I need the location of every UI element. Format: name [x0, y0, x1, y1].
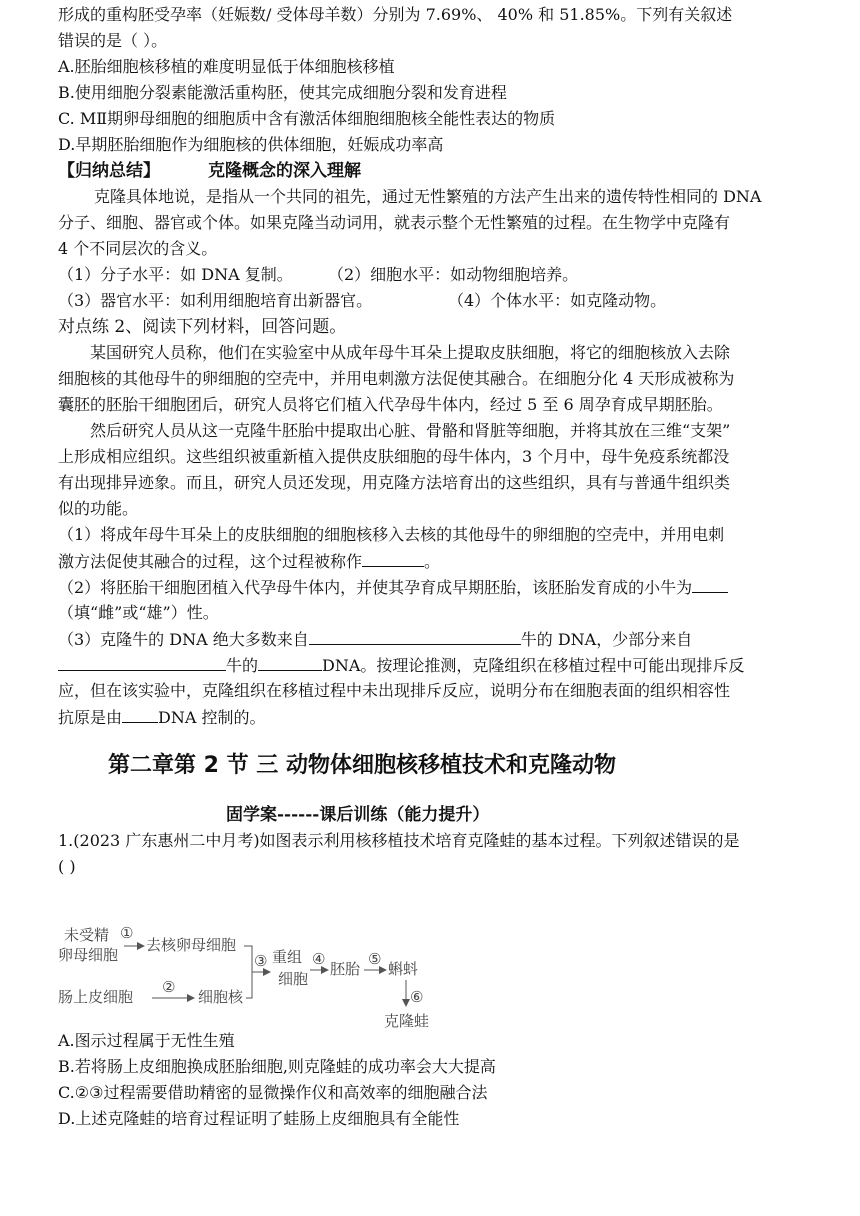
- question-text: 牛的: [226, 656, 259, 675]
- cloning-flow-diagram: [58, 922, 478, 1032]
- option-a: A.胚胎细胞核移植的难度明显低于体细胞核移植: [58, 57, 395, 76]
- material-line: 囊胚的胚胎干细胞团后，研究人员将它们植入代孕母牛体内，经过 5 至 6 周孕育成早期胚胎。: [58, 395, 723, 414]
- question-text: 牛的 DNA，少部分来自: [520, 630, 693, 649]
- diagram-label-enucleated-oocyte: 去核卵母细胞: [146, 936, 237, 954]
- summary-item-molecular: （1）分子水平：如 DNA 复制。: [58, 265, 293, 284]
- question-1-line: （1）将成年母牛耳朵上的皮肤细胞的细胞核移入去核的其他母牛的卵细胞的空壳中，并用电刺: [58, 525, 725, 544]
- question-text: （3）克隆牛的 DNA 绝大多数来自: [58, 630, 309, 649]
- question-text: 抗原是由: [58, 708, 123, 727]
- answer-blank[interactable]: [58, 654, 226, 671]
- practice-title: 对点练 2、阅读下列材料，回答问题。: [58, 317, 347, 337]
- summary-paragraph-line: 克隆具体地说，是指从一个共同的祖先，通过无性繁殖的方法产生出来的遗传特性相同的 DNA: [94, 187, 762, 206]
- question-3-line: [58, 654, 744, 677]
- option-c: C.②③过程需要借助精密的显微操作仪和高效率的细胞融合法: [58, 1083, 488, 1102]
- summary-heading: [58, 160, 361, 182]
- question-3-line: 应，但在该实验中，克隆组织在移植过程中未出现排斥反应，说明分布在细胞表面的组织相容性: [58, 681, 731, 700]
- summary-item-individual: （4）个体水平：如克隆动物。: [448, 291, 667, 310]
- material-line: 细胞核的其他母牛的卵细胞的空壳中，并用电刺激方法促使其融合。在细胞分化 4 天形成被称为: [58, 369, 735, 388]
- summary-paragraph-line: 4 个不同层次的含义。: [58, 239, 218, 258]
- summary-paragraph-line: 分子、细胞、器官或个体。如果克隆当动词用，就表示整个无性繁殖的过程。在生物学中克隆有: [58, 213, 731, 232]
- material-line: 上形成相应组织。这些组织被重新植入提供皮肤细胞的母牛体内，3 个月中，母牛免疫系统都没: [58, 447, 730, 466]
- diagram-label-nucleus: 细胞核: [198, 988, 244, 1006]
- option-d: D.早期胚胎细胞作为细胞核的供体细胞，妊娠成功率高: [58, 135, 444, 154]
- question-text: DNA 控制的。: [158, 708, 266, 727]
- summary-item-cellular: （2）细胞水平：如动物细胞培养。: [328, 265, 579, 284]
- diagram-step-4: ④: [312, 950, 326, 968]
- summary-heading-title: 克隆概念的深入理解: [208, 161, 361, 181]
- question-stem-line: 形成的重构胚受孕率（妊娠数/ 受体母羊数）分别为 7.69%、 40% 和 51.85%。下列有关叙述: [58, 5, 733, 24]
- diagram-step-6: ⑥: [410, 988, 424, 1006]
- question-stem-line: ( ): [58, 857, 76, 876]
- option-b: B.若将肠上皮细胞换成胚胎细胞,则克隆蛙的成功率会大大提高: [58, 1057, 496, 1076]
- material-line: 似的功能。: [58, 499, 139, 518]
- question-1-line: [58, 550, 440, 573]
- diagram-label-oocyte: 卵母细胞: [58, 946, 119, 964]
- answer-blank[interactable]: [362, 550, 424, 567]
- diagram-label-clone-frog: 克隆蛙: [384, 1012, 430, 1030]
- question-2-line: （填“雌”或“雄”）性。: [58, 603, 219, 622]
- diagram-label-unfertilized: 未受精: [64, 926, 110, 944]
- material-line: 有出现排异迹象。而且，研究人员还发现，用克隆方法培育出的这些组织，具有与普通牛组织类: [58, 473, 731, 492]
- material-line: 然后研究人员从这一克隆牛胚胎中提取出心脏、骨骼和肾脏等细胞，并将其放在三维“支架”: [90, 421, 731, 440]
- summary-item-organ: （3）器官水平：如利用细胞培育出新器官。: [58, 291, 373, 310]
- material-line: 某国研究人员称，他们在实验室中从成年母牛耳朵上提取皮肤细胞，将它的细胞核放入去除: [90, 343, 731, 362]
- summary-heading-label: 【归纳总结】: [58, 161, 160, 181]
- question-2-line: [58, 576, 728, 599]
- diagram-label-recombinant-2: 细胞: [278, 970, 309, 988]
- diagram-label-recombinant-1: 重组: [272, 948, 303, 966]
- option-c: C. MⅡ期卵母细胞的细胞质中含有激活体细胞细胞核全能性表达的物质: [58, 109, 556, 128]
- answer-blank[interactable]: [122, 706, 158, 723]
- answer-blank[interactable]: [258, 654, 322, 671]
- question-3-line: [58, 628, 692, 651]
- question-text: 。: [424, 552, 441, 571]
- diagram-step-1: ①: [120, 924, 134, 942]
- question-text: 激方法促使其融合的过程，这个过程被称作: [58, 552, 363, 571]
- diagram-label-intestine-cell: 肠上皮细胞: [58, 988, 134, 1006]
- diagram-label-embryo: 胚胎: [330, 960, 361, 978]
- diagram-step-3: ③: [254, 952, 268, 970]
- option-a: A.图示过程属于无性生殖: [58, 1031, 235, 1050]
- answer-blank[interactable]: [692, 576, 728, 593]
- section-title: 第二章第 2 节 三 动物体细胞核移植技术和克隆动物: [108, 753, 616, 778]
- option-b: B.使用细胞分裂素能激活重构胚，使其完成细胞分裂和发育进程: [58, 83, 507, 102]
- question-stem-line: 1.(2023 广东惠州二中月考)如图表示利用核移植技术培育克隆蛙的基本过程。下列叙述错误的是: [58, 831, 740, 850]
- diagram-bracket: [244, 946, 252, 998]
- question-stem-line: 错误的是（ ）。: [58, 31, 168, 50]
- option-d: D.上述克隆蛙的培育过程证明了蛙肠上皮细胞具有全能性: [58, 1109, 460, 1128]
- question-3-line: [58, 706, 266, 729]
- diagram-label-tadpole: 蝌蚪: [388, 960, 419, 978]
- question-text: DNA。按理论推测，克隆组织在移植过程中可能出现排斥反: [322, 656, 745, 675]
- answer-blank[interactable]: [309, 628, 521, 645]
- section-subtitle: 固学案------课后训练（能力提升）: [226, 805, 490, 825]
- question-text: （2）将胚胎干细胞团植入代孕母牛体内，并使其孕育成早期胚胎，该胚胎发育成的小牛为: [58, 578, 693, 597]
- diagram-step-2: ②: [162, 978, 176, 996]
- diagram-step-5: ⑤: [368, 950, 382, 968]
